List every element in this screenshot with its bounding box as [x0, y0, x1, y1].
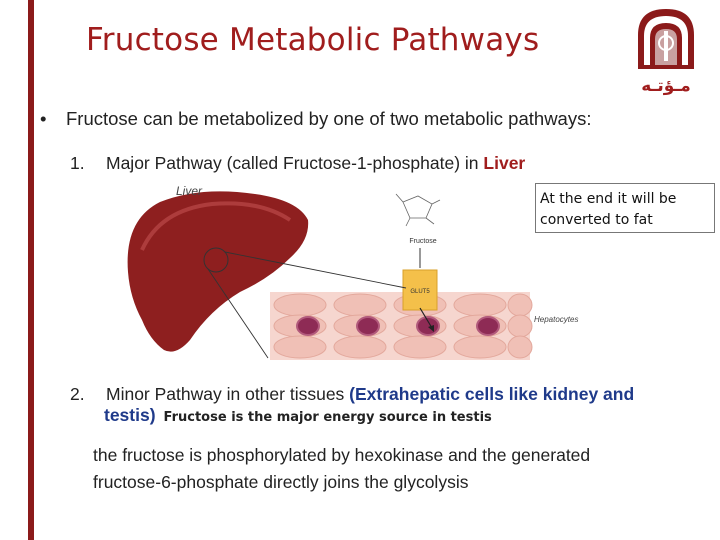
fructose-label: Fructose: [409, 238, 437, 245]
hexokinase-paragraph: [93, 442, 693, 496]
bullet-symbol: •: [40, 108, 47, 129]
fructose-molecule: [396, 194, 440, 226]
liver-label: Liver: [176, 184, 203, 198]
major-highlight: Liver: [483, 153, 526, 173]
minor-highlight-2: testis): [104, 405, 156, 425]
note-box: [535, 183, 715, 233]
minor-highlight-1: (Extrahepatic cells like kidney and: [349, 384, 635, 404]
major-number: 1.: [70, 153, 85, 173]
minor-pathway-item: [70, 384, 715, 428]
paragraph-line-2: fructose-6-phosphate directly joins the glycolysis: [93, 472, 469, 492]
intro-bullet: [40, 108, 591, 130]
liver-hepatocyte-diagram: [120, 180, 595, 365]
major-pathway-item: [70, 153, 525, 174]
major-text: Major Pathway (called Fructose-1-phosphate) in: [106, 153, 484, 173]
note-line-1: At the end it will be: [540, 191, 677, 207]
svg-text:GLUT5: GLUT5: [410, 289, 430, 295]
paragraph-line-1: the fructose is phosphorylated by hexokinase and the generated: [93, 445, 591, 465]
university-logo: [622, 5, 718, 97]
testis-side-note: Fructose is the major energy source in testis: [163, 410, 492, 425]
hepatocyte-band: [270, 292, 532, 360]
hepatocytes-label: Hepatocytes: [534, 315, 579, 324]
minor-number: 2.: [70, 384, 85, 404]
glut5-transporter: [403, 270, 437, 310]
note-line-2: converted to fat: [540, 212, 653, 228]
minor-text: Minor Pathway in other tissues: [106, 384, 350, 404]
left-accent-bar: [0, 0, 34, 540]
intro-bullet-text: Fructose can be metabolized by one of two metabolic pathways:: [66, 108, 592, 129]
slide-title: Fructose Metabolic Pathways: [86, 22, 540, 58]
logo-script: مـؤتـه: [641, 76, 691, 96]
